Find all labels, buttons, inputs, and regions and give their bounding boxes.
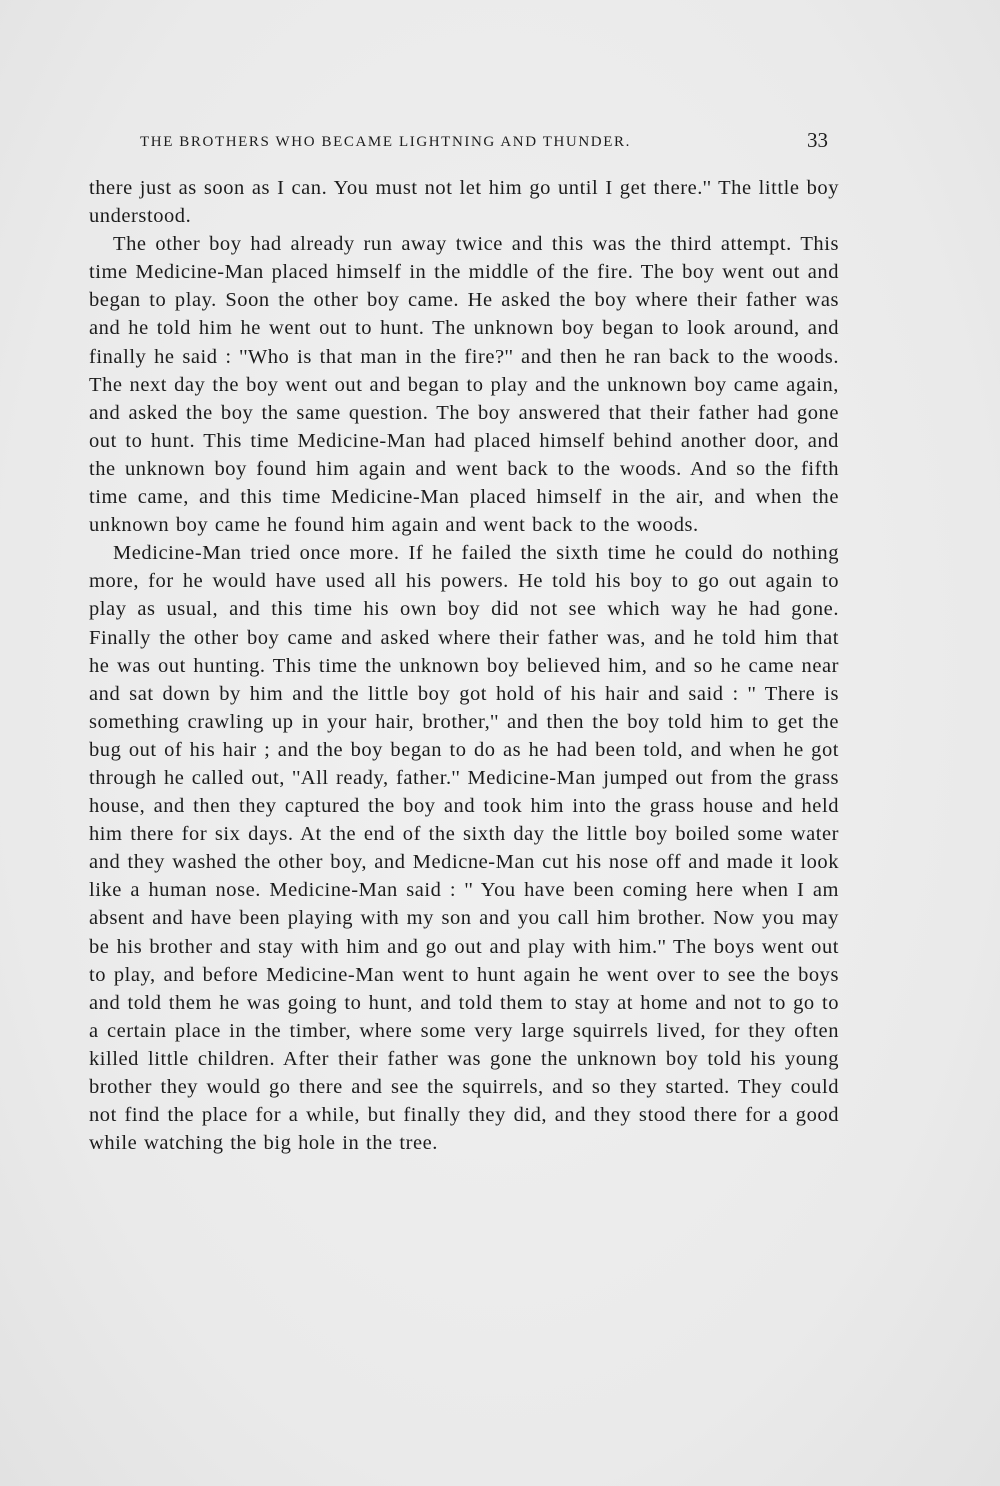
paragraph-continuation: there just as soon as I can. You must not let him go until I get there.'' The little boy understood.	[89, 177, 839, 228]
running-head	[140, 128, 828, 158]
paragraph-fifth-attempt: The other boy had already run away twice and this was the third attempt. This time Medicine-Man placed himself in the middle of the fire. The boy went out and began to play. Soon the other boy came. He asked the boy where their father was and he told him he went out to hunt. The unknown boy began to look around, and finally he said : ''Who is that man in the fire?'' and then he ran back to the woods. The next day the boy went out and began to play and the unknown boy came again, and asked the boy the same question. The boy answered that their father had gone out to hunt. This time Medicine-Man had placed himself behind another door, and the unknown boy found him again and went back to the woods. And so the fifth time came, and this time Medicine-Man placed himself in the air, and when the unknown boy came he found him again and went back to the woods.	[89, 233, 839, 537]
running-title: THE BROTHERS WHO BECAME LIGHTNING AND THUNDER.	[140, 134, 631, 150]
page-number: 33	[807, 128, 828, 152]
paragraph-sixth-attempt: Medicine-Man tried once more. If he failed the sixth time he could do nothing more, for he would have used all his powers. He told his boy to go out again to play as usual, and this time his own boy did not see which way he had gone. Finally the other boy came and asked where their father was, and he told him that he was out hunting. This time the unknown boy believed him, and so he came near and sat down by him and the little boy got hold of his hair and said : '' There is something crawling up in your hair, brother,'' and then the boy told him to get the bug out of his hair ; and the boy began to do as he had been told, and when he got through he called out, ''All ready, father.'' Medicine-Man jumped out from the grass house, and then they captured the boy and took him into the grass house and held him there for six days. At the end of the sixth day the little boy boiled some water and they washed the other boy, and Medicne-Man cut his nose off and made it look like a human nose. Medicine-Man said : '' You have been coming here when I am absent and have been playing with my son and you call him brother. Now you may be his brother and stay with him and go out and play with him.'' The boys went out to play, and before Medicine-Man went to hunt again he went over to see the boys and told them he was going to hunt, and told them to stay at home and not to go to a certain place in the timber, where some very large squirrels lived, for they often killed little children. After their father was gone the unknown boy told his young brother they would go there and see the squirrels, and so they started. They could not find the place for a while, but finally they did, and they stood there for a good while watching the big hole in the tree.	[89, 542, 839, 1155]
body-text	[89, 174, 839, 1157]
